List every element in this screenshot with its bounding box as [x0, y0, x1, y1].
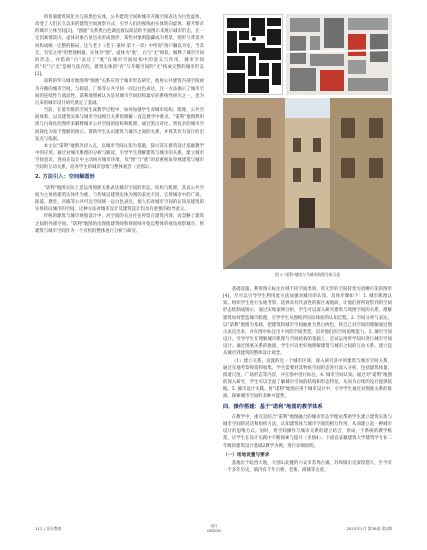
footer-logo	[205, 524, 223, 533]
footer-issue-info: 2025年1月 第38卷 第2期	[346, 526, 392, 531]
body-paragraph: 本文以"诺利"地图为切入点，以城市空间认知为基础，探讨其在建筑设计基础教学中的应用。通过对城市肌理的分析与解读，引导学生理解建筑与城市的关系，建立城市空间意识，进而在设计中主动回应城市环境，从"图"与"底"的双重视角审视建筑与城市空间的互动关系，培养学生的城市思维与整体观念（见图2）。	[35, 143, 204, 171]
figure-nolli-diagram	[223, 14, 283, 95]
body-paragraph: （1）建立关系。设置的这一个城市区域，深入研究其中的建筑与城市空间关系，通过实地考察和资料收集，学生需要对其物质空间形态进行深入分析，包括建筑体量、街道尺度、广场形态等内容，并在图中进行标注。4. 城市空间认知。通过对"诺利"地图的深入研究，学生可以全面了解城市空间的结构和形态特征，从而为后续的设计提供依据。5. 城市设计实践。将"诺利"地图应用于城市设计中，引导学生通过对图底关系的推演，探索城市空间的多种可能性。	[223, 358, 392, 400]
body-paragraph: 将普通建筑简化为匀质黑色实体，公共建筑空间和城市开敞空间表达为白色虚体，改变了人们长久以来的建筑空间观察方式，引导人们的视线由实体转向虚体，避开繁杂的城市立体空间[1]，"图底"关系黑白色调直接以简洁的平面图示来展示城市形态，在一定因素情景内，虚体对象凸显出来形成图形，某些对象则隐藏成为背景，图形与背景共同构成统一完整的格局，这与老子《老子·道经·第十一章》中所说"凿户牖以为室，当其无，有室之用"的哲理相通，实体为"图"，虚体为"底"，白与"无"相似，解释了城市空间的形态，并借助"白"表达了"底"在城市空间结构中的意义与作用，城市空间的"有"与"无"是相互依存的，建筑实体的"有"与开敞空间的"无"构成完整的城市形态[2]。	[35, 15, 204, 78]
section-heading-teaching: 四、操作搭建：基于"诺利"地图的教学体系	[223, 403, 323, 410]
body-paragraph: 基地位于皖西大地，大别山北麓的六安市苏埠古镇。苏埠镇历史深厚悠久，至今有一千多年历史，镇内有千年古桥、老街、商铺等古迹。	[223, 460, 392, 474]
footer-logo-top: 设计	[210, 524, 218, 528]
body-paragraph: 当前，在低年级的空间生成教学过程中，如何加强学生对城市结构、肌理、公共空间体系、以及建筑实体与城市空间相互关系的理解一直是教学中难点。"诺利"地图利用黑与白简化的图形来解释城市公共空间的结构和肌理，通过黑白对比，将复杂的城市空间简化为易于理解的图示，帮助学生认识建筑与城市之间的关系，并将其作为设计的出发点与依据。	[35, 108, 204, 142]
section-heading-method: 2. 方法引入：空间解图形	[35, 174, 95, 181]
body-paragraph: 基础设施。利用图示标注区域不同空间类别，将无形的空间转变为清晰可见的图形[4]，尽可以引导学生利用此方法加强对城市的认知，具体步骤如下：1. 城市肌理认知。组织学生进行实地考察，选择具有代表性的街区或地段，让他们将所观察到的空间形态绘制成图示，通过实地案例分析，学生可以深入研究建筑与周围空间的关系，理解建筑如何塑造城市肌理，引导学生从图纸到实际体验的认知过程。2. 空间分析与表达。以"诺利"地图为基础，把建筑和城市空间抽象为黑白两色，将自己对空间的理解通过图示表达出来，并在图中标注出不同的空间类型，培养他们的空间思维能力。3. 城市空间设计。引导学生在理解城市肌理与空间结构的基础上，尝试运用所学知识进行城市空间设计。通过图底关系的推演，学生可以更好地理解建筑与城市之间的互动关系，建立起从城市到建筑的整体设计观念。	[223, 287, 392, 357]
figure-street-photo	[223, 98, 392, 269]
body-paragraph: "诺利"地图实际上是运用图底关系表达城市空间的形态、结构与肌理，其以公共空间为主体将建筑实体作为底，与传统以建筑实体为图的表达不同，它将城市中的广场、街道、教堂、宫殿等公共可达空间统一以白色表达，使人们对城市空间的认知从建筑的实体转向城市的空间。这种方法对城市设计及建筑设计均具有重要的指导意义。	[35, 185, 204, 213]
right-text-column	[223, 286, 392, 474]
left-text-column	[35, 14, 204, 235]
figure-city-map	[286, 14, 392, 95]
footer-page-info: 112 | 设计教育	[35, 526, 62, 531]
figure-1	[223, 14, 392, 280]
body-paragraph: 在教学中，重点是结合"诺利"地图融合的城市形态学理论帮助学生建立建筑实体与城市空间的对话和组织方法，认知建筑体与城市空间的相互作用，从而建立起一种城市设计的思维方式。同时，将空间操作与城市关系的建立结合，形成一个系统的教学框架，让学生在设计实践中不断探索与提升（见图4）。下面以安徽建筑大学建筑学专业二年级的建筑设计基础2教学为例，进行详细说明。	[223, 414, 392, 449]
page-footer	[35, 524, 392, 536]
subsection-heading-site: （一）场地设置与要求	[223, 452, 270, 458]
figure-caption: 图 1 "诺利"地图与马城市肌理分析示意	[274, 272, 341, 277]
body-paragraph: 传统的建筑与城市规划设计中，对空间的关注往往停留在建筑内部，而忽略了建筑之间的外部空间。"诺利"地图的出现使建筑师和规划师开始以整体的视角观察城市，将建筑与城市空间作为一个有机的整体进行分析与研究。	[35, 214, 204, 234]
footer-logo-bottom: DESIGN	[207, 528, 221, 533]
body-paragraph: 诺利的罗马城市地图将"图底"关系应用于城市形态研究，他将公共建筑内部空间视为开敞的城市空间，与街道、广场等公共空间一同以白色表达，这一方法揭示了城市空间的连续性与流动性，诺利地图被认为是对城市空间结构最早的系统性研究之一，也为后来的城市设计研究奠定了基础。	[35, 79, 204, 106]
